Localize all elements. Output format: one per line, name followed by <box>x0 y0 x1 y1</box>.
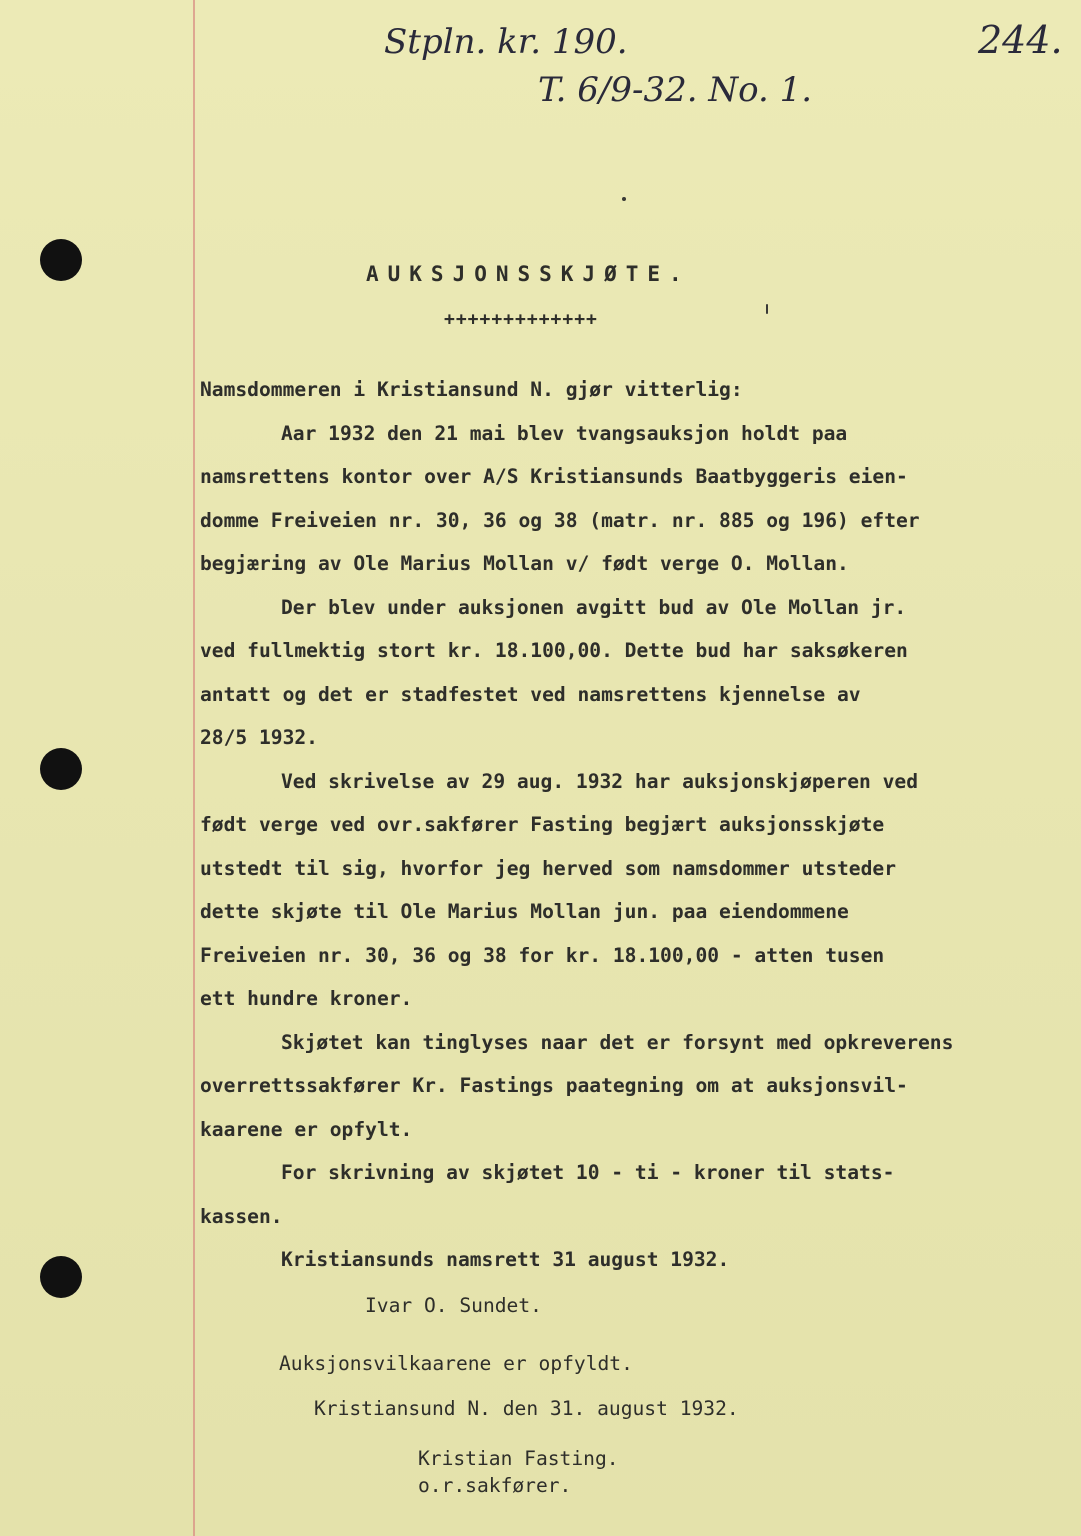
punch-hole-top <box>40 239 82 281</box>
handwritten-ref-line2: T. 6/9-32. No. 1. <box>538 70 813 110</box>
body-line: kaarene er opfylt. <box>200 1117 413 1141</box>
endorsement-role: o.r.sakfører. <box>418 1474 572 1497</box>
body-line: Der blev under auksjonen avgitt bud av Ole Mollan jr. <box>281 595 907 619</box>
body-line: domme Freiveien nr. 30, 36 og 38 (matr. nr. 885 og 196) efter <box>200 508 920 532</box>
body-line: namsrettens kontor over A/S Kristiansunds Baatbyggeris eien- <box>200 465 908 488</box>
punch-hole-bottom <box>40 1256 82 1298</box>
title-underline: +++++++++++++ <box>444 309 598 330</box>
body-line: født verge ved ovr.sakfører Fasting begjært auksjonsskjøte <box>200 813 885 836</box>
punch-hole-middle <box>40 748 82 790</box>
ink-mark <box>766 304 768 314</box>
body-line: For skrivning av skjøtet 10 - ti - kroner til stats- <box>281 1161 895 1184</box>
endorsement-line1: Auksjonsvilkaarene er opfyldt. <box>279 1352 633 1375</box>
body-line: antatt og det er stadfestet ved namsrettens kjennelse av <box>200 682 861 706</box>
body-line: dette skjøte til Ole Marius Mollan jun. paa eiendommene <box>200 900 849 923</box>
endorsement-line2: Kristiansund N. den 31. august 1932. <box>314 1397 739 1420</box>
endorsement-name: Kristian Fasting. <box>418 1447 619 1470</box>
judge-signature: Ivar O. Sundet. <box>365 1294 542 1317</box>
body-line: utstedt til sig, hvorfor jeg herved som namsdommer utsteder <box>200 856 896 880</box>
body-line: Skjøtet kan tinglyses naar det er forsynt med opkreverens <box>281 1030 954 1054</box>
page-number: 244. <box>978 18 1063 62</box>
body-line: Aar 1932 den 21 mai blev tvangsauksjon holdt paa <box>281 421 848 445</box>
document-body <box>200 368 1060 1282</box>
document-title: AUKSJONSSKJØTE. <box>366 262 691 286</box>
body-line: Ved skrivelse av 29 aug. 1932 har auksjonskjøperen ved <box>281 769 919 793</box>
handwritten-ref-line1: Stpln. kr. 190. <box>384 22 628 62</box>
margin-rule <box>193 0 195 1536</box>
body-line: Namsdommeren i Kristiansund N. gjør vitterlig: <box>200 378 743 401</box>
body-line: overrettssakfører Kr. Fastings paategning om at auksjonsvil- <box>200 1074 908 1097</box>
ink-speck <box>622 197 626 201</box>
body-line: begjæring av Ole Marius Mollan v/ født verge O. Mollan. <box>200 552 849 575</box>
body-line: Kristiansunds namsrett 31 august 1932. <box>281 1248 730 1271</box>
body-line: kassen. <box>200 1204 283 1228</box>
body-line: Freiveien nr. 30, 36 og 38 for kr. 18.100,00 - atten tusen <box>200 943 885 967</box>
body-line: ett hundre kroner. <box>200 987 413 1010</box>
body-line: ved fullmektig stort kr. 18.100,00. Dette bud har saksøkeren <box>200 639 908 662</box>
body-line: 28/5 1932. <box>200 726 318 749</box>
